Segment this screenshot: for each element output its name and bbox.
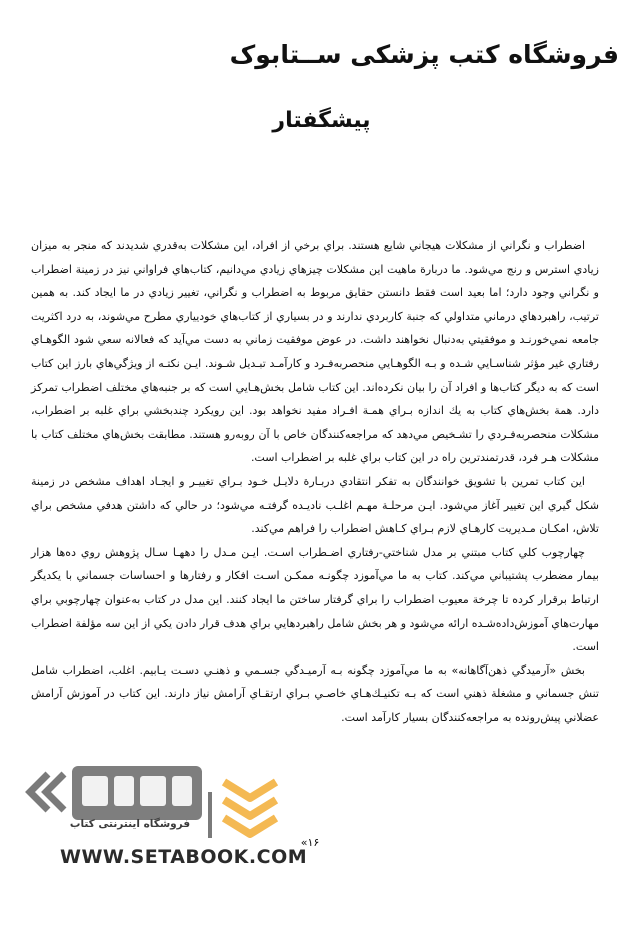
page-number: ۱۶» — [300, 836, 320, 849]
section-title: پیشگفتار — [272, 108, 371, 133]
store-header-title: فروشگاه کتب پزشکی ســتابوک — [229, 40, 619, 69]
paragraph-1: اضطراب و نگراني از مشكلات هيجاني شايع هستند. براي برخي از افراد، اين مشكلات به‌قدري شديدند كه منجر به ميزان زيادي استرس و رنج مي‌شود. ما دربارة ماهيت اين مشكلات چيزهاي زيادي مي‌دانيم، كتاب‌هاي فراواني نيز در زمينة اضطراب و نگراني وجود دارد؛ اما بعيد است فقط دانستن حقايق مربوط به اضطراب و نگراني، تغيير زيادي در ما ايجاد كند. به همين ترتيب، راهبردهاي درماني متداولي كه جنبة كاربردي ندارند و در بسياري از كتاب‌هاي خوديياري مطرح مي‌شوند، به درد اكثريت جامعه نمي‌خورنـد و موفقيتي به‌دنبال نخواهند داشت. در عوض موفقيت زماني به دست مي‌آيد كه فعالانه سعي شود الگوهـاي رفتاري غير مؤثر شناسـايي شـده و بـه الگوهـايي منحصربه‌فـرد و كارآمـد تبـديل شـوند. ايـن نكتـه از ويژگي‌هاي بارز اين كتاب است كه به ديگر كتاب‌ها و افراد آن را بيان نكرده‌اند. اين كتاب شامل بخش‌هـايي است كه بر جنبه‌هاي مختلف اضطراب تمركز دارد. همة بخش‌هاي كتاب به يك اندازه بـراي همـة افـراد مفيد نخواهد بود. اين رويكرد چندبخشي براي غلبه بر اضطراب، مشكلات منحصربه‌فـردي را تشـخيص مي‌دهد كه مراجعه‌كنندگان خاص با آن روبه‌رو هستند. مطابقت بخش‌هاي مختلف كتاب با مشكلات هـر فرد، قدرتمندترين راه در اين كتاب براي غلبه بر اضطراب است. — [31, 239, 599, 465]
watermark-store-label: فروشگاه اینترنتی کتاب — [69, 818, 191, 830]
paragraph-3: چهارچوب كلي كتاب مبتني بر مدل شناختي-رفتاري اضـطراب اسـت. ايـن مـدل را دههـا سـال پژوهش روي ده‌ها هزار بيمار مضطرب پشتيباني مي‌كند. كتاب به ما مي‌آموزد چگونـه ممكـن اسـت افكار و رفتارها و احساسات جسماني با يكديگر ارتباط برقرار كرده تا چرخة معيوب اضطراب را براي گرفتار ساختن ما ايجاد كنند. اين مدل در كتاب به‌عنوان چهارچوبي براي مهارت‌هاي آموزش‌داده‌شـده ارائه مي‌شود و هر بخش شامل راهبردهايي براي هدف قرار دادن يكي از اين سه مؤلفة اضطراب است. — [31, 545, 599, 654]
paragraph-4: بخش «آرميدگي ذهن‌آگاهانه» به ما مي‌آموزد چگونه بـه آرميـدگي جسـمي و ذهنـي دسـت يـابيم. اغلب، اضطراب شامل تنش جسماني و مشغلة ذهني است كه بـه تكنيـك‌هـاي خاصـي بـراي ارتقـاي آرامش نياز دارند. اين كتاب در آموزش آرامش عضلاني پيش‌رونده به مراجعه‌كنندگان بسيار كارآمد است. — [31, 663, 599, 724]
watermark-url[interactable]: WWW.SETABOOK.COM — [60, 846, 308, 868]
paragraph-2: اين كتاب تمرين با تشويق خوانندگان به تفكر انتقادي دربـارة دلايـل خـود بـراي تغييـر و ايجـاد اهداف مشخص در زمينة شكل گيري اين تغيير آغاز مي‌شود. ايـن مرحلـة مهـم اغلـب ناديـده گرفتـه مي‌شود؛ در حالي كه داشتن هدفي مشخص براي تلاش، امكـان مـديريت كارهـاي لازم بـراي كـاهش اضطراب را فراهم مي‌كند. — [31, 474, 599, 536]
body-text — [31, 234, 599, 729]
